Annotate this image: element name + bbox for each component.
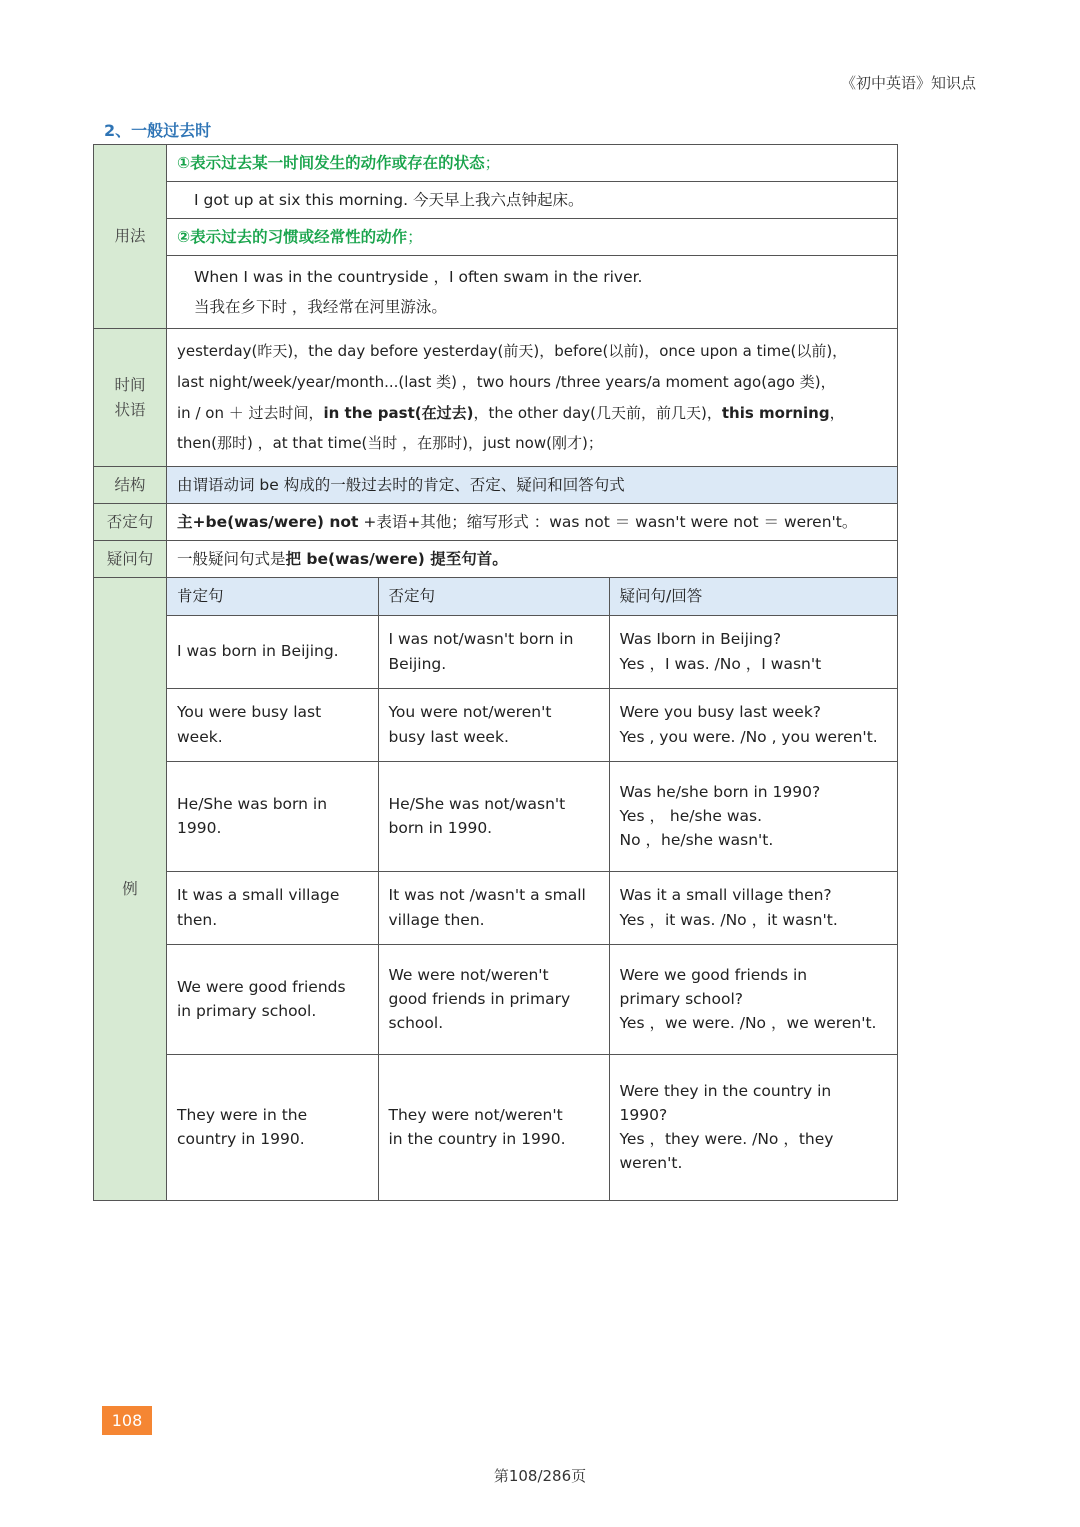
table-row (167, 871, 898, 944)
affirmative-sentence: He/She was born in 1990. (167, 761, 378, 871)
question-label: 疑问句 (94, 541, 167, 578)
negative-rule: 主+be(was/were) not +表语+其他；缩写形式 ：was not ＝ wasn't were not ＝ weren't。 (167, 504, 898, 541)
negative-sentence: They were not/weren't in the country in 1990. (378, 1054, 609, 1200)
question-answer: Was Iborn in Beijing? Yes ，I was. /No ，I wasn't (609, 615, 898, 688)
book-title: 《初中英语》知识点 (840, 74, 976, 92)
question-answer: Were we good friends in primary school? Yes ，we were. /No ，we weren't. (609, 944, 898, 1054)
usage-example-2: When I was in the countryside ，I often swam in the river. 当我在乡下时 ，我经常在河里游泳。 (167, 256, 898, 329)
affirmative-header: 肯定句 (167, 578, 378, 615)
question-answer: Was he/she born in 1990? Yes ， he/she was. No ，he/she wasn't. (609, 761, 898, 871)
table-row (167, 688, 898, 761)
table-row (167, 944, 898, 1054)
negative-sentence: I was not/wasn't born in Beijing. (378, 615, 609, 688)
time-adverbials-list: yesterday(昨天)，the day before yesterday(前天)，before(以前)，once upon a time(以前)， last night/week/year/month...(last 类) ，two hours /three years/a moment ago(ago 类)， in / on ＋ 过去时间，in the past(在过去)，the other day(几天前，前几天)，this morning， then(那时) ，at that time(当时 ，在那时)，just now(刚才)； (167, 329, 898, 467)
structure-text: 由谓语动词 be 构成的一般过去时的肯定、否定、疑问和回答句式 (167, 467, 898, 504)
example-cell (167, 578, 898, 1201)
table-row (167, 761, 898, 871)
question-answer-header: 疑问句/回答 (609, 578, 898, 615)
usage-rule-1: ①表示过去某一时间发生的动作或存在的状态； (167, 145, 898, 182)
past-tense-table (93, 144, 898, 1201)
affirmative-sentence: We were good friends in primary school. (167, 944, 378, 1054)
affirmative-sentence: They were in the country in 1990. (167, 1054, 378, 1200)
affirmative-sentence: You were busy last week. (167, 688, 378, 761)
question-answer: Were they in the country in 1990? Yes ，they were. /No ，they weren't. (609, 1054, 898, 1200)
negative-sentence: It was not /wasn't a small village then. (378, 871, 609, 944)
structure-label: 结构 (94, 467, 167, 504)
question-answer: Was it a small village then? Yes ，it was. /No ，it wasn't. (609, 871, 898, 944)
example-table (167, 578, 898, 1200)
negative-sentence: We were not/weren't good friends in primary school. (378, 944, 609, 1054)
usage-rule-2: ②表示过去的习惯或经常性的动作； (167, 219, 898, 256)
usage-label: 用法 (94, 145, 167, 329)
negative-label: 否定句 (94, 504, 167, 541)
affirmative-sentence: It was a small village then. (167, 871, 378, 944)
section-title: 2、一般过去时 (104, 121, 212, 140)
example-label: 例 (94, 578, 167, 1201)
page-indicator: 第108/286页 (493, 1467, 587, 1485)
page-number-badge: 108 (102, 1406, 152, 1435)
negative-sentence: You were not/weren't busy last week. (378, 688, 609, 761)
question-answer: Were you busy last week? Yes , you were. /No , you weren't. (609, 688, 898, 761)
negative-sentence: He/She was not/wasn't born in 1990. (378, 761, 609, 871)
affirmative-sentence: I was born in Beijing. (167, 615, 378, 688)
table-row (167, 1054, 898, 1200)
question-rule: 一般疑问句式是把 be(was/were) 提至句首。 (167, 541, 898, 578)
usage-example-1: I got up at six this morning. 今天早上我六点钟起床。 (167, 182, 898, 219)
table-row (167, 615, 898, 688)
negative-header: 否定句 (378, 578, 609, 615)
time-adverbial-label: 时间 状语 (94, 329, 167, 467)
